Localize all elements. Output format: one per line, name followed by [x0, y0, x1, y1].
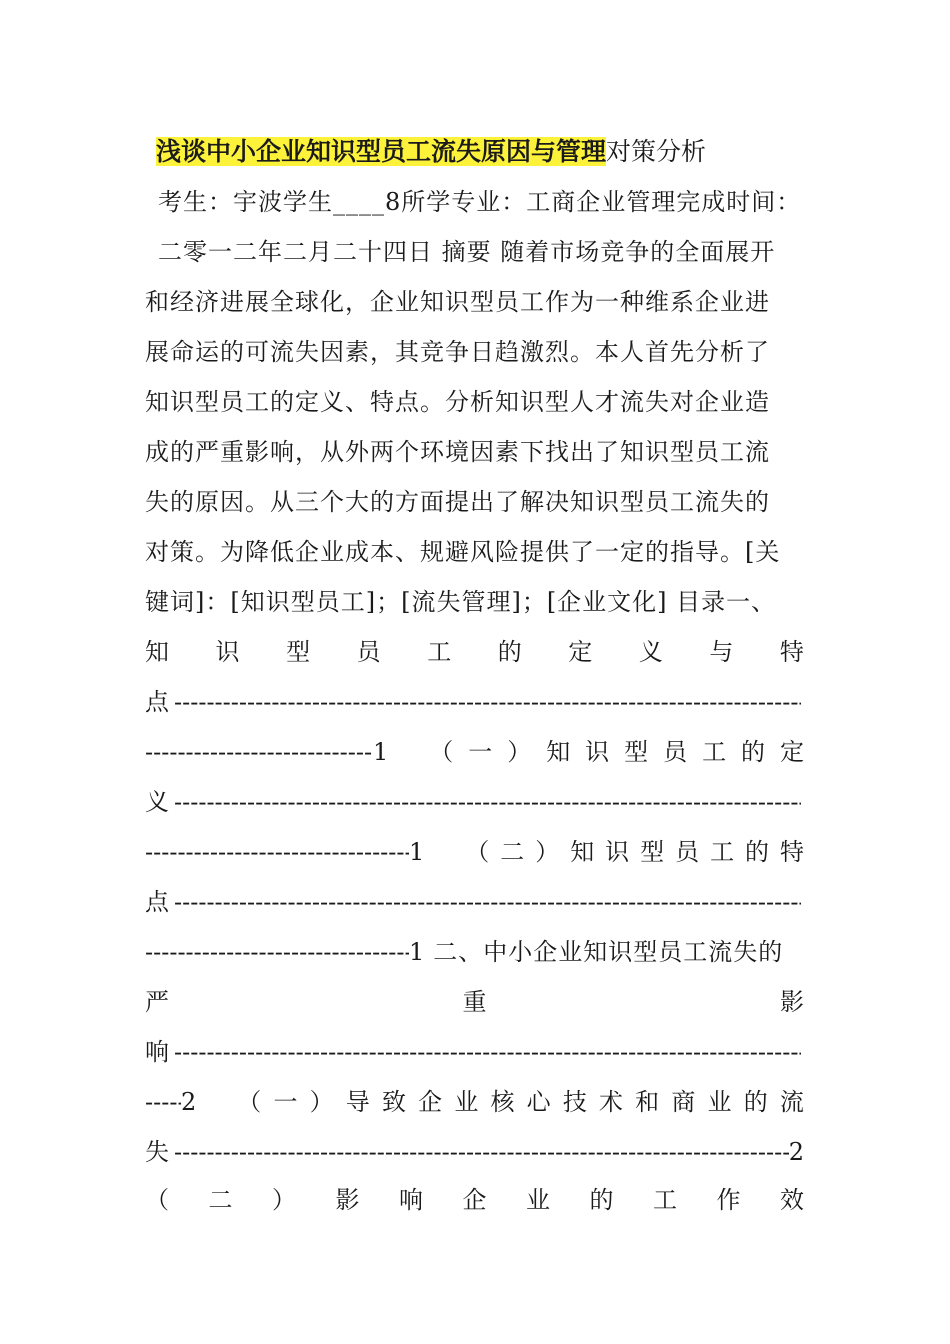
toc-text: 二: [500, 838, 526, 866]
toc-text: 与: [709, 638, 735, 666]
toc-line-8: [145, 982, 805, 1022]
toc-text: 的: [745, 838, 771, 866]
toc-text: 影: [335, 1186, 361, 1214]
toc-text: 识: [605, 838, 631, 866]
toc-text: 特: [779, 638, 805, 666]
toc-text: 1: [409, 838, 426, 866]
toc-text: 商: [671, 1088, 697, 1116]
title-highlighted: 浅谈中小企业知识型员工流失原因与管理: [156, 137, 607, 166]
toc-text: 义: [145, 788, 170, 816]
toc-text: 义: [638, 638, 664, 666]
toc-text: 员: [356, 638, 382, 666]
body-line-7: 失的原因。从三个大的方面提出了解决知识型员工流失的: [145, 488, 770, 516]
toc-text: 点: [145, 888, 170, 916]
body-line-2: 二零一二年二月二十四日 摘要 随着市场竞争的全面展开: [158, 238, 776, 266]
toc-text: 致: [381, 1088, 407, 1116]
toc-text: 二: [208, 1186, 234, 1214]
toc-line-3: [145, 732, 805, 772]
toc-text: 识: [215, 638, 241, 666]
toc-text: （: [429, 738, 455, 766]
title-rest: 对策分析: [606, 137, 707, 166]
toc-text: 企: [418, 1088, 444, 1116]
toc-text: （: [465, 838, 491, 866]
toc-text: 技: [562, 1088, 588, 1116]
toc-text: 响: [145, 1038, 170, 1066]
toc-text: 1: [373, 738, 390, 766]
toc-text: 员: [663, 738, 689, 766]
toc-line-9: [145, 1032, 805, 1072]
toc-text: 的: [497, 638, 523, 666]
toc-text: 型: [286, 638, 312, 666]
toc-leader-dashes: [145, 832, 409, 872]
toc-text: 企: [462, 1186, 488, 1214]
toc-text: 一: [468, 738, 494, 766]
toc-text: ）: [309, 1088, 335, 1116]
toc-text: 员: [675, 838, 701, 866]
toc-text: 工: [427, 638, 453, 666]
toc-leader-dashes: [174, 782, 801, 822]
toc-text: 重: [462, 988, 488, 1016]
toc-text: 型: [640, 838, 666, 866]
toc-line-11: [145, 1132, 805, 1172]
toc-line-1: [145, 632, 805, 672]
toc-leader-dashes: [174, 682, 801, 722]
toc-text: 点: [145, 688, 170, 716]
document-title: [156, 132, 706, 172]
toc-text: 流: [779, 1088, 805, 1116]
toc-text: 特: [780, 838, 805, 866]
toc-text: 和: [635, 1088, 661, 1116]
toc-text: 型: [624, 738, 650, 766]
toc-text: 知: [145, 638, 170, 666]
body-line-5: 知识型员工的定义、特点。分析知识型人才流失对企业造: [145, 388, 770, 416]
body-line-9: 键词]：[知识型员工]；[流失管理]；[企业文化] 目录一、: [145, 588, 777, 616]
toc-text: 工: [702, 738, 728, 766]
toc-line-12: [145, 1180, 805, 1220]
toc-text: 二、中小企业知识型员工流失的: [433, 938, 784, 966]
toc-leader-dashes: [174, 1032, 801, 1072]
toc-text: ）: [535, 838, 561, 866]
toc-text: 术: [599, 1088, 624, 1116]
toc-text: 1: [409, 938, 426, 966]
toc-text: 严: [145, 988, 170, 1016]
toc-text: 知: [570, 838, 596, 866]
toc-leader-dashes: [145, 932, 409, 972]
toc-text: 一: [273, 1088, 299, 1116]
toc-text: 业: [707, 1088, 733, 1116]
toc-text: 业: [454, 1088, 480, 1116]
toc-text: 响: [399, 1186, 424, 1214]
toc-text: ）: [272, 1186, 297, 1214]
toc-text: （: [145, 1186, 170, 1214]
toc-text: 核: [490, 1088, 516, 1116]
toc-text: 影: [780, 988, 805, 1016]
toc-text: 心: [526, 1088, 552, 1116]
toc-text: 工: [653, 1186, 678, 1214]
toc-text: 效: [780, 1186, 805, 1214]
toc-line-5: [145, 832, 805, 872]
toc-text: 导: [345, 1088, 371, 1116]
toc-text: 定: [780, 738, 805, 766]
toc-line-10: [145, 1082, 805, 1122]
toc-text: 2: [181, 1088, 198, 1116]
toc-text: 定: [568, 638, 594, 666]
body-line-4: 展命运的可流失因素，其竞争日趋激烈。本人首先分析了: [145, 338, 770, 366]
toc-text: （: [237, 1088, 263, 1116]
toc-text: 识: [585, 738, 611, 766]
toc-text: 工: [710, 838, 736, 866]
toc-text: 作: [716, 1186, 742, 1214]
toc-text: 失: [145, 1138, 170, 1166]
body-line-8: 对策。为降低企业成本、规避风险提供了一定的指导。[关: [145, 538, 781, 566]
body-line-6: 成的严重影响，从外两个环境因素下找出了知识型员工流: [145, 438, 770, 466]
toc-line-2: [145, 682, 805, 722]
body-line-3: 和经济进展全球化，企业知识型员工作为一种维系企业进: [145, 288, 770, 316]
toc-leader-dashes: [145, 1082, 181, 1122]
toc-text: 的: [741, 738, 767, 766]
toc-leader-dashes: [174, 1132, 789, 1172]
body-line-1: 考生：宇波学生____8所学专业：工商企业管理完成时间：: [158, 188, 802, 216]
toc-leader-dashes: [145, 732, 373, 772]
toc-line-4: [145, 782, 805, 822]
toc-text: 2: [788, 1138, 805, 1166]
toc-line-7: [145, 932, 805, 972]
toc-text: 知: [546, 738, 572, 766]
toc-text: ）: [507, 738, 533, 766]
toc-text: 业: [526, 1186, 551, 1214]
toc-leader-dashes: [174, 882, 801, 922]
toc-text: 的: [743, 1088, 769, 1116]
toc-text: 的: [589, 1186, 615, 1214]
toc-line-6: [145, 882, 805, 922]
